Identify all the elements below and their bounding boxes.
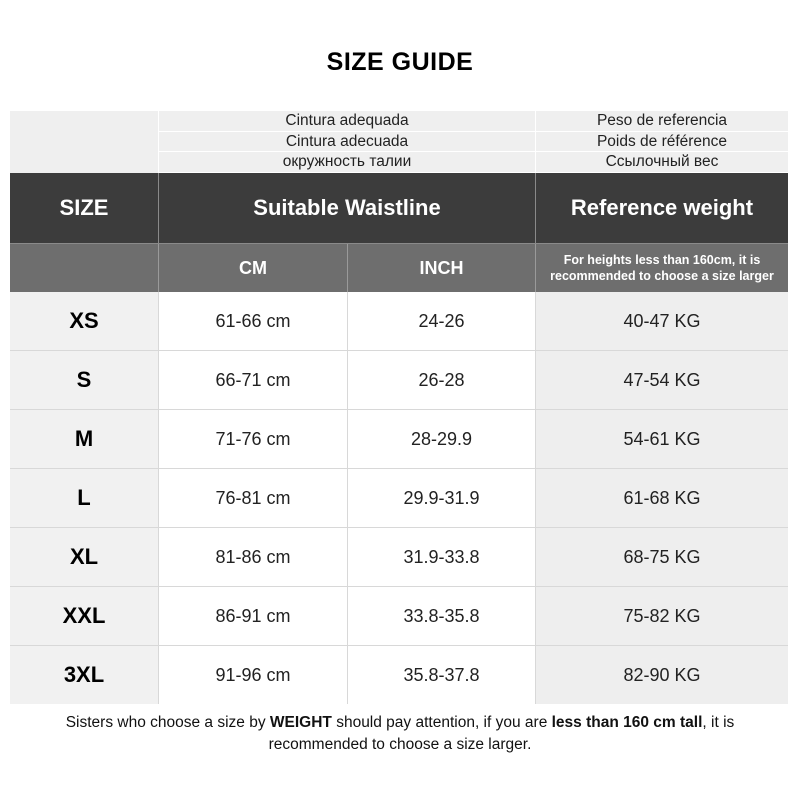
size-cell: M [10,410,158,468]
header-reference-weight: Reference weight [570,195,754,221]
header-waistline: Suitable Waistline [158,173,536,243]
page-title: SIZE GUIDE [326,48,474,76]
weight-cell: 54-61 KG [536,410,788,468]
footnote-text-3: , it is recommended to choose a size larger. [268,714,735,753]
table-row [10,645,788,704]
weight-cell: 61-68 KG [536,469,788,527]
translation-size-blank [10,132,158,153]
inch-cell: 31.9-33.8 [347,528,536,586]
cm-cell: 86-91 cm [158,587,347,645]
weight-cell: 40-47 KG [536,292,788,350]
weight-cell: 82-90 KG [536,646,788,704]
weight-translation-fr: Poids de référence [536,132,788,153]
translation-row [10,132,788,153]
cm-cell: 91-96 cm [158,646,347,704]
size-cell: XL [10,528,158,586]
header-size: SIZE [59,195,109,221]
translation-size-blank [10,111,158,132]
inch-cell: 24-26 [347,292,536,350]
footnote-text-2: should pay attention, if you are [331,714,552,731]
size-cell: 3XL [10,646,158,704]
weight-cell: 68-75 KG [536,528,788,586]
inch-cell: 26-28 [347,351,536,409]
table-row [10,586,788,645]
waist-translation-ru: окружность талии [158,152,536,173]
size-cell: L [10,469,158,527]
inch-cell: 29.9-31.9 [347,469,536,527]
cm-cell: 71-76 cm [158,410,347,468]
size-cell: XXL [10,587,158,645]
cm-cell: 81-86 cm [158,528,347,586]
weight-translation-es: Peso de referencia [536,111,788,132]
table-row [10,350,788,409]
footnote [20,712,780,756]
subheader-cm: CM [158,244,347,292]
translation-row [10,111,788,132]
subheader-weight-note: For heights less than 160cm, it is recommended to choose a size larger [550,253,774,284]
cm-cell: 61-66 cm [158,292,347,350]
waist-translation-pt: Cintura adequada [158,111,536,132]
footnote-text-1: Sisters who choose a size by [65,714,270,731]
weight-cell: 47-54 KG [536,351,788,409]
waist-translation-es: Cintura adecuada [158,132,536,153]
size-cell: XS [10,292,158,350]
translation-size-blank [10,152,158,173]
footnote-bold-weight: WEIGHT [269,714,332,731]
weight-cell: 75-82 KG [536,587,788,645]
weight-translation-ru: Ссылочный вес [536,152,788,173]
subheader-inch: INCH [347,244,536,292]
footnote-bold-height: less than 160 cm tall [551,714,703,731]
table-body [10,292,788,704]
translation-row [10,152,788,173]
table-row [10,468,788,527]
subheader-blank [10,244,158,292]
table-row [10,527,788,586]
subheader-row [10,243,788,292]
inch-cell: 33.8-35.8 [347,587,536,645]
table-row [10,409,788,468]
table-row [10,292,788,350]
size-table [10,111,788,704]
size-cell: S [10,351,158,409]
cm-cell: 76-81 cm [158,469,347,527]
cm-cell: 66-71 cm [158,351,347,409]
inch-cell: 35.8-37.8 [347,646,536,704]
header-row [10,173,788,243]
inch-cell: 28-29.9 [347,410,536,468]
